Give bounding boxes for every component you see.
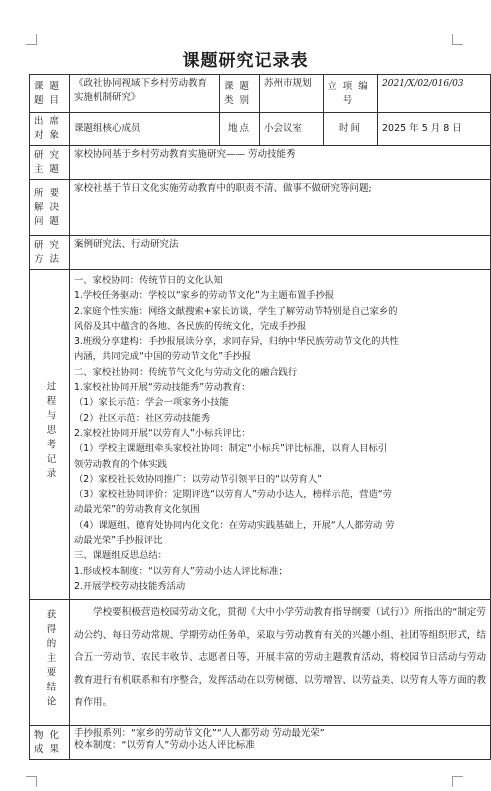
material-content	[70, 726, 491, 760]
label-approval-no: 立项编号	[324, 75, 378, 113]
label-method: 研究方法	[30, 236, 70, 270]
process-line: （2）社区示范：社区劳动技能秀	[74, 412, 211, 424]
process-line: （2）家校社长效协同推广：以劳动节引领平日的“以劳育人”	[74, 473, 322, 485]
row-problem	[30, 180, 491, 236]
crop-mark-bottom-right	[452, 776, 463, 787]
crop-mark-top-left	[26, 34, 37, 45]
row-topic	[30, 75, 491, 113]
process-line: 2.家校社协同开展“以劳育人”小标兵评比：	[74, 427, 251, 439]
value-approval-no: 2021/X/02/016/03	[378, 75, 491, 113]
value-attendees: 课题组核心成员	[70, 113, 220, 146]
process-label-text: 过程与思考记录	[44, 381, 56, 483]
value-topic-name: 《政社协同视域下乡村劳动教育实施机制研究》	[70, 75, 220, 113]
document-title: 课题研究记录表	[182, 51, 309, 71]
crop-mark-top-right	[452, 34, 463, 45]
label-material: 物化成果	[30, 726, 70, 760]
label-results	[30, 600, 70, 726]
process-line: 领劳动教育的个体实践	[74, 458, 167, 470]
material-line: 手抄报系列：“家乡的劳动节文化”“人人都劳动 劳动最光荣”	[74, 728, 325, 739]
process-line: （1）家长示范：学会一项家务小技能	[74, 397, 229, 409]
value-time: 2025 年 5 月 8 日	[378, 113, 491, 146]
value-problem: 家校社基于节日文化实施劳动教育中的职责不清、做事不做研究等问题;	[70, 180, 491, 236]
process-line: 2.开展学校劳动技能秀活动	[74, 580, 186, 592]
row-results	[30, 600, 491, 726]
process-line: 1.学校任务驱动：学校以“家乡的劳动节文化”为主题布置手抄报	[74, 290, 335, 302]
row-material	[30, 726, 491, 760]
label-attendees: 出席对象	[30, 113, 70, 146]
label-research-theme: 研究主题	[30, 146, 70, 180]
crop-mark-bottom-left	[26, 776, 37, 787]
process-line: 内涵，共同完成“中国的劳动节文化”手抄报	[74, 351, 251, 363]
process-line: 三、课题组反思总结：	[74, 550, 167, 562]
process-line: （3）家校社协同评价：定期评选“以劳育人”劳动小达人，榜样示范，营造“劳	[74, 489, 392, 501]
label-topic-name: 课题题目	[30, 75, 70, 113]
label-problem: 所要解决问题	[30, 180, 70, 236]
process-line: 二、家校社协同：传统节气文化与劳动文化的融合践行	[74, 366, 298, 378]
row-meeting	[30, 113, 491, 146]
label-time: 时间	[324, 113, 378, 146]
process-line: 风俗及其中蕴含的各地、各民族的传统文化，完成手抄报	[74, 320, 307, 332]
results-content: 学校要积极营造校园劳动文化，贯彻《大中小学劳动教育指导纲要（试行）》所指出的“制定劳动公约、每日劳动常规、学期劳动任务单，采取与劳动教育有关的兴趣小组、社团等组织形式，结合五一劳动节、农民丰收节、志愿者日等，开展丰富的劳动主题教育活动，将校园节日活动与劳动教育进行有机联系和有序整合，发挥活动在以劳树德、以劳增智、以劳益美、以劳育人等方面的教育作用。	[70, 600, 491, 726]
value-method: 案例研究法、行动研究法	[70, 236, 491, 270]
row-theme	[30, 146, 491, 180]
material-line: 校本制度：“以劳育人”劳动小达人评比标准	[74, 740, 255, 751]
value-topic-type: 苏州市规划	[260, 75, 324, 113]
label-topic-type: 课题类别	[220, 75, 260, 113]
process-line: （4）课题组、德育处协同内化文化：在劳动实践基础上，开展“人人都劳动 劳	[74, 519, 395, 531]
row-process	[30, 270, 491, 600]
process-content	[70, 270, 491, 600]
process-line: 1.家校社协同开展“劳动技能秀”劳动教育：	[74, 382, 251, 394]
process-line: 2.家庭个性实施：网络文献搜索+家长访谈，学生了解劳动节特别是自己家乡的	[74, 305, 398, 317]
results-label-text: 获得的主要结论	[44, 609, 56, 711]
row-method	[30, 236, 491, 270]
label-process	[30, 270, 70, 600]
process-line: 1.形成校本制度：“以劳育人”劳动小达人评比标准；	[74, 565, 288, 577]
process-line: 动最光荣”的劳动教育文化氛围	[74, 504, 200, 516]
process-line: （1）学校主课题组牵头家校社协同：制定“小标兵”评比标准，以育人目标引	[74, 443, 388, 455]
value-place: 小会议室	[260, 113, 324, 146]
label-place: 地点	[220, 113, 260, 146]
record-table	[29, 74, 491, 760]
process-line: 动最光荣”手抄报评比	[74, 535, 163, 547]
process-line: 一、家校协同：传统节日的文化认知	[74, 275, 223, 286]
process-line: 3.班级分享建构：手抄报展读分享，求同存异，归纳中华民族劳动节文化的共性	[74, 336, 399, 348]
value-research-theme: 家校协同基于乡村劳动教育实施研究—— 劳动技能秀	[70, 146, 491, 180]
